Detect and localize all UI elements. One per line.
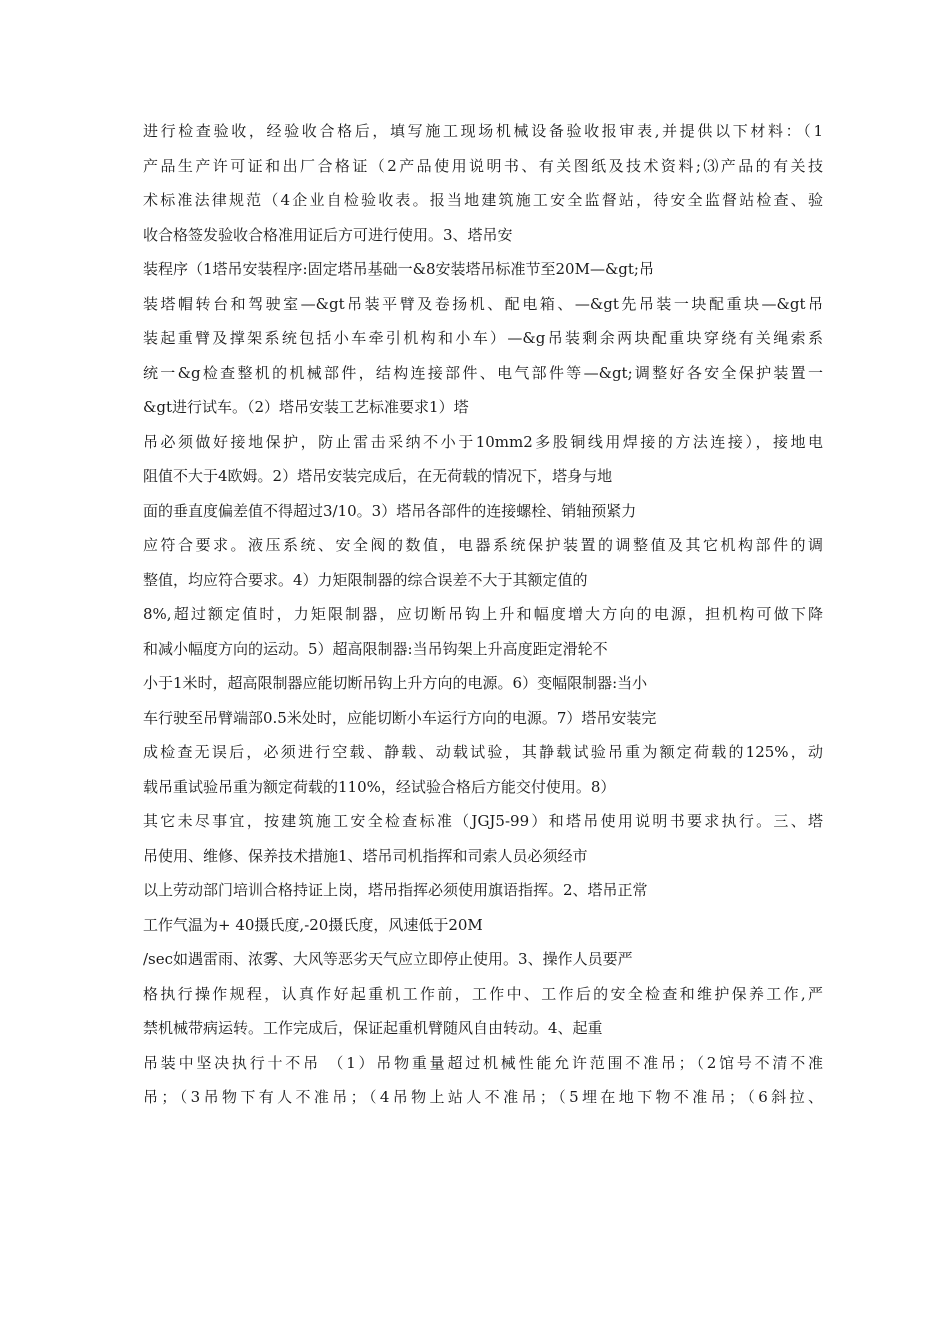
text-line: 装起重臂及撑架系统包括小车牵引机构和小车）—&g吊装剩余两块配重块穿绕有关绳索系 bbox=[143, 329, 823, 347]
text-line: 吊使用、维修、保养技术措施1、塔吊司机指挥和司索人员必须经市 bbox=[143, 846, 588, 865]
text-line: 进行检查验收，经验收合格后，填写施工现场机械设备验收报审表,并提供以下材料：（1 bbox=[143, 122, 823, 140]
text-line: 产品生产许可证和出厂合格证（2产品使用说明书、有关图纸及技术资料;⑶产品的有关技 bbox=[143, 156, 823, 175]
text-line: 术标准法律规范（4企业自检验收表。报当地建筑施工安全监督站，待安全监督站检查、验 bbox=[143, 191, 823, 209]
text-line: 成检查无误后，必须进行空载、静载、动载试验，其静载试验吊重为额定荷载的125%，动 bbox=[143, 743, 823, 761]
text-line: 统一&g检查整机的机械部件，结构连接部件、电气部件等—&gt;调整好各安全保护装置一 bbox=[143, 363, 823, 382]
text-line: 装程序（1塔吊安装程序:固定塔吊基础一&8安装塔吊标准节至20M—&gt;吊 bbox=[143, 260, 654, 278]
text-line: 收合格签发验收合格准用证后方可进行使用。3、塔吊安 bbox=[143, 225, 513, 244]
text-line: 应符合要求。液压系统、安全阀的数值，电器系统保护装置的调整值及其它机构部件的调 bbox=[143, 536, 823, 554]
text-line: 禁机械带病运转。工作完成后，保证起重机臂随风自由转动。4、起重 bbox=[143, 1019, 603, 1037]
text-line: 阻值不大于4欧姆。2）塔吊安装完成后，在无荷载的情况下，塔身与地 bbox=[143, 467, 613, 485]
text-line: 装塔帽转台和驾驶室—&gt吊装平臂及卷扬机、配电箱、—&gt先吊装一块配重块—&gt吊 bbox=[143, 294, 823, 313]
text-line: 面的垂直度偏差值不得超过3/10。3）塔吊各部件的连接螺栓、销轴预紧力 bbox=[143, 501, 637, 520]
text-line: /sec如遇雷雨、浓雾、大风等恶劣天气应立即停止使用。3、操作人员要严 bbox=[143, 950, 633, 968]
text-line: &gt进行试车。（2）塔吊安装工艺标准要求1）塔 bbox=[143, 398, 469, 416]
text-line: 和减小幅度方向的运动。5）超高限制器:当吊钩架上升高度距定滑轮不 bbox=[143, 639, 608, 658]
text-line: 8%,超过额定值时，力矩限制器，应切断吊钩上升和幅度增大方向的电源，担机构可做下降 bbox=[143, 605, 823, 623]
body-text bbox=[143, 114, 823, 1115]
text-line: 吊必须做好接地保护，防止雷击采纳不小于10mm2多股铜线用焊接的方法连接），接地电 bbox=[143, 432, 823, 451]
text-line: 车行驶至吊臂端部0.5米处时，应能切断小车运行方向的电源。7）塔吊安装完 bbox=[143, 708, 657, 727]
text-line: 其它未尽事宜，按建筑施工安全检查标准（JGJ5-99）和塔吊使用说明书要求执行。三、塔 bbox=[143, 812, 823, 830]
text-line: 整值，均应符合要求。4）力矩限制器的综合误差不大于其额定值的 bbox=[143, 570, 588, 589]
text-line: 以上劳动部门培训合格持证上岗，塔吊指挥必须使用旗语指挥。2、塔吊正常 bbox=[143, 881, 648, 899]
text-line: 小于1米时，超高限制器应能切断吊钩上升方向的电源。6）变幅限制器:当小 bbox=[143, 674, 648, 692]
text-line: 吊装中坚决执行十不吊 （1）吊物重量超过机械性能允许范围不准吊；（2馆号不清不准 bbox=[143, 1053, 823, 1072]
text-line: 吊；（3吊物下有人不准吊；（4吊物上站人不准吊；（5埋在地下物不准吊；（6斜拉、 bbox=[143, 1088, 823, 1106]
text-line: 格执行操作规程，认真作好起重机工作前，工作中、工作后的安全检查和维护保养工作,严 bbox=[143, 984, 823, 1003]
text-line: 载吊重试验吊重为额定荷载的110%，经试验合格后方能交付使用。8） bbox=[143, 777, 616, 796]
text-line: 工作气温为+ 40摄氏度,-20摄氏度，风速低于20M bbox=[143, 915, 483, 934]
